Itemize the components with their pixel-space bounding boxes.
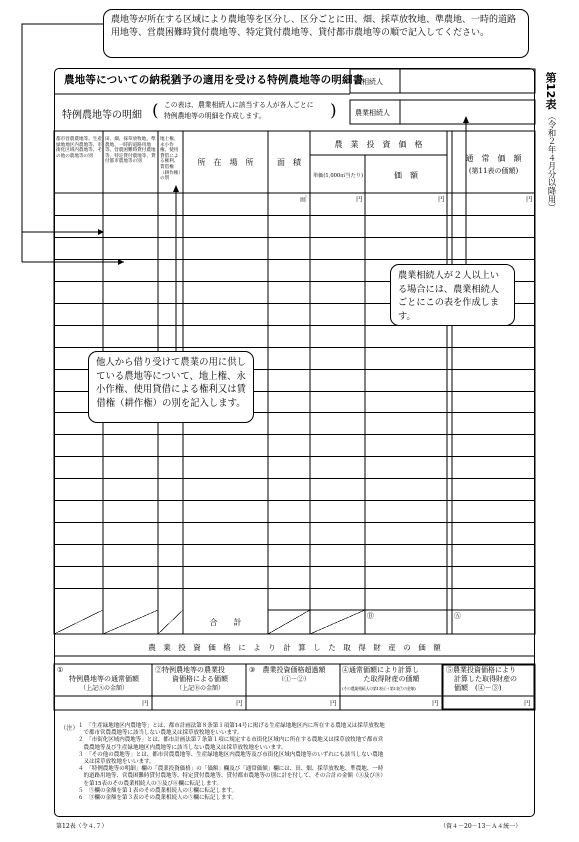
col-header-unit-price: 単価(1,000㎡当たり) xyxy=(312,173,364,179)
table-cell[interactable] xyxy=(183,412,268,434)
table-cell[interactable] xyxy=(103,544,158,566)
table-row xyxy=(54,347,535,369)
table-cell[interactable] xyxy=(365,325,447,347)
table-body xyxy=(54,193,535,610)
summary-box-5-line1: ⑤農業投資価格により xyxy=(446,666,516,674)
footer-left: 第12表（令４.７） xyxy=(56,823,108,830)
table-cell[interactable] xyxy=(103,478,158,500)
table-cell[interactable] xyxy=(268,478,310,500)
table-cell[interactable] xyxy=(54,193,103,215)
table-cell[interactable] xyxy=(365,259,447,281)
table-cell[interactable] xyxy=(183,193,268,215)
table-cell[interactable] xyxy=(268,566,310,588)
callout-right-type-instruction: 他人から借り受けて農業の用に供している農地等について、地上権、永小作権、使用貸借による権利又は賃借権（耕作権）の別を記入します。 xyxy=(88,351,254,423)
table-cell[interactable] xyxy=(310,347,365,369)
summary-box-4-line1: ④通常価額により計算し xyxy=(342,666,419,674)
table-row xyxy=(54,325,535,347)
note-line: 的道路用地等、営農困難時貸付農地等、特定貸付農地等、貸付都市農地等の別に計を付して、その合計の金額（Ⓐ及びⒷ） xyxy=(78,773,386,780)
table-cell[interactable] xyxy=(158,303,183,325)
table-cell[interactable] xyxy=(447,193,535,215)
table-cell[interactable] xyxy=(447,412,535,434)
table-cell[interactable] xyxy=(365,193,447,215)
table-cell[interactable] xyxy=(310,544,365,566)
table-cell[interactable] xyxy=(183,347,268,369)
table-cell[interactable] xyxy=(183,259,268,281)
table-cell[interactable] xyxy=(183,500,268,522)
table-cell[interactable] xyxy=(158,566,183,588)
summary-yen-3: 円 xyxy=(330,699,337,707)
col-header-district: 都市営農農地等、生産緑地地区内農地等、市街化区域内農地等、その他の農地等の別 xyxy=(56,137,102,159)
table-cell[interactable] xyxy=(365,391,447,413)
note-line: １ 「生産緑地地区内農地等」とは、都市計画法第８条第１項第14号に掲げる生産緑地地区内に所在する農地又は採草放牧地 xyxy=(78,723,385,729)
table-cell[interactable] xyxy=(310,325,365,347)
table-cell[interactable] xyxy=(54,522,103,544)
unit-area: ㎡ xyxy=(300,195,307,203)
table-cell[interactable] xyxy=(447,434,535,456)
table-cell[interactable] xyxy=(268,588,310,610)
table-cell[interactable] xyxy=(268,369,310,391)
form-title: 農地等についての納税猶予の適用を受ける特例農地等の明細書 xyxy=(64,74,364,86)
table-cell[interactable] xyxy=(103,522,158,544)
unit-yen-normal: 円 xyxy=(526,195,533,203)
table-cell[interactable] xyxy=(103,456,158,478)
table-cell[interactable] xyxy=(54,391,103,413)
col-header-location: 所 在 場 所 xyxy=(197,158,254,167)
table-cell[interactable] xyxy=(158,281,183,303)
table-cell[interactable] xyxy=(158,193,183,215)
table-cell[interactable] xyxy=(54,237,103,259)
table-cell[interactable] xyxy=(158,522,183,544)
summary-box-3-label: 農業投資価格超過額 xyxy=(262,666,326,674)
table-cell[interactable] xyxy=(447,588,535,610)
table-cell[interactable] xyxy=(183,325,268,347)
table-cell[interactable] xyxy=(183,566,268,588)
table-cell[interactable] xyxy=(183,369,268,391)
table-row xyxy=(54,588,535,610)
table-cell[interactable] xyxy=(268,281,310,303)
table-cell[interactable] xyxy=(365,434,447,456)
table-cell[interactable] xyxy=(158,456,183,478)
table-cell[interactable] xyxy=(54,456,103,478)
table-cell[interactable] xyxy=(310,303,365,325)
table-cell[interactable] xyxy=(310,369,365,391)
table-cell[interactable] xyxy=(447,500,535,522)
table-cell[interactable] xyxy=(268,434,310,456)
table-cell[interactable] xyxy=(183,303,268,325)
table-cell[interactable] xyxy=(183,522,268,544)
table-cell[interactable] xyxy=(103,259,158,281)
table-cell[interactable] xyxy=(447,281,535,303)
table-cell[interactable] xyxy=(268,522,310,544)
summary-field-2[interactable] xyxy=(153,697,245,709)
summary-field-4[interactable] xyxy=(341,697,441,709)
table-cell[interactable] xyxy=(268,303,310,325)
summary-box-1-sub: （上記Ⓐの金額） xyxy=(79,685,128,692)
table-cell[interactable] xyxy=(268,544,310,566)
table-cell[interactable] xyxy=(54,566,103,588)
table-cell[interactable] xyxy=(365,500,447,522)
table-cell[interactable] xyxy=(365,303,447,325)
col-header-normal-value: 通 常 価 額 xyxy=(465,154,522,163)
col-header-land-type: 田、畑、採草放牧地、準農地、一時的道路用地等、営農困難時貸付農地等、特定貸付農地等、貸付都市農地等の別 xyxy=(105,137,156,165)
note-line: ５ ⑤欄の金額を第１表のその農業相続人の①欄に転記します。 xyxy=(78,787,238,794)
table-row xyxy=(54,237,535,259)
heir-name-field[interactable] xyxy=(401,70,534,92)
table-cell[interactable] xyxy=(268,325,310,347)
table-cell[interactable] xyxy=(365,566,447,588)
summary-box-1-num: ① xyxy=(57,666,64,674)
table-row xyxy=(54,566,535,588)
table-row xyxy=(54,478,535,500)
table-cell[interactable] xyxy=(310,391,365,413)
table-cell[interactable] xyxy=(158,412,183,434)
table-row xyxy=(54,281,535,303)
table-row xyxy=(54,522,535,544)
table-cell[interactable] xyxy=(310,566,365,588)
table-cell[interactable] xyxy=(183,478,268,500)
table-row xyxy=(54,544,535,566)
side-form-period: （令和２年４月分以降用） xyxy=(547,112,557,212)
marker-a: Ⓐ xyxy=(454,612,461,620)
table-cell[interactable] xyxy=(310,478,365,500)
table-cell[interactable] xyxy=(365,544,447,566)
table-cell[interactable] xyxy=(268,500,310,522)
table-row xyxy=(54,500,535,522)
table-cell[interactable] xyxy=(268,391,310,413)
table-cell[interactable] xyxy=(54,259,103,281)
table-cell[interactable] xyxy=(268,215,310,237)
summary-box-4-line2: た取得財産の価額 xyxy=(363,675,420,683)
notes-head: （注） xyxy=(60,725,79,732)
footer-right: （資４－20－13－Ａ４統一） xyxy=(440,823,522,830)
table-cell[interactable] xyxy=(103,193,158,215)
table-cell[interactable] xyxy=(103,588,158,610)
table-cell[interactable] xyxy=(365,347,447,369)
note-line: で都市営農農地等に該当しない農地又は採草放牧地をいいます。 xyxy=(78,730,243,737)
table-cell[interactable] xyxy=(447,347,535,369)
table-cell[interactable] xyxy=(365,369,447,391)
table-cell[interactable] xyxy=(54,215,103,237)
table-cell[interactable] xyxy=(310,522,365,544)
note-line: ６ ③欄の金額を第３表のその農業相続人の⑤欄に転記します。 xyxy=(78,795,238,802)
summary-field-5[interactable] xyxy=(443,697,534,709)
summary-box-1 xyxy=(57,666,151,693)
summary-box-3 xyxy=(249,666,339,684)
table-cell[interactable] xyxy=(103,412,158,434)
table-cell[interactable] xyxy=(103,347,158,369)
table-row xyxy=(54,259,535,281)
note-line: を第15表のその農業相続人の⑤及び⑥欄に転記します。 xyxy=(78,780,223,787)
note-line: ２ 「市街化区域内農地等」とは、都市計画法第７条第１項に規定する市街化区域内に所在する農地又は採草放牧地で都市営 xyxy=(78,737,384,744)
side-form-number: 第12表 xyxy=(544,72,557,110)
note-line: 又は採草放牧地をいいます。 xyxy=(78,759,155,766)
table-cell[interactable] xyxy=(447,522,535,544)
table-cell[interactable] xyxy=(365,478,447,500)
col-header-value: 価 額 xyxy=(394,171,418,180)
table-cell[interactable] xyxy=(54,325,103,347)
unit-yen-unit-price: 円 xyxy=(356,195,363,203)
table-cell[interactable] xyxy=(54,434,103,456)
table-cell[interactable] xyxy=(54,412,103,434)
table-cell[interactable] xyxy=(183,588,268,610)
table-cell[interactable] xyxy=(310,412,365,434)
table-cell[interactable] xyxy=(447,391,535,413)
table-cell[interactable] xyxy=(183,456,268,478)
summary-box-2-line1: ②特例農地等の農業投 xyxy=(155,666,225,674)
summary-box-2-line3: （上記Ⓑの金額） xyxy=(175,685,224,692)
table-row xyxy=(54,434,535,456)
marker-b: Ⓑ xyxy=(367,612,374,620)
table-row xyxy=(54,303,535,325)
summary-box-3-sub: （①－②） xyxy=(277,675,311,683)
table-cell[interactable] xyxy=(158,325,183,347)
note-line: ４ 「特例農地等の明細」欄の「農業投資価格」の「価額」欄及び「通常価額」欄には、田、畑、採草放牧地、準農地、一時 xyxy=(78,766,384,773)
table-cell[interactable] xyxy=(158,259,183,281)
table-cell[interactable] xyxy=(103,391,158,413)
summary-box-5-line3: 価額 (④－③) xyxy=(454,684,502,692)
notes-list xyxy=(78,723,386,802)
summary-box-4-line3: (その農業相続人の第1表⑥＋第1表⑦の金額) xyxy=(342,686,416,691)
subtitle-paren-close: ) xyxy=(330,101,337,121)
summary-box-2-line2: 資価格による価額 xyxy=(172,675,228,683)
table-cell[interactable] xyxy=(310,281,365,303)
table-cell[interactable] xyxy=(268,347,310,369)
table-cell[interactable] xyxy=(158,391,183,413)
subtitle-note-1: この表は、農業相続人に該当する人が各人ごとに xyxy=(164,101,314,109)
table-cell[interactable] xyxy=(365,456,447,478)
table-cell[interactable] xyxy=(54,478,103,500)
table-cell[interactable] xyxy=(103,237,158,259)
table-cell[interactable] xyxy=(103,215,158,237)
table-cell[interactable] xyxy=(183,544,268,566)
table-cell[interactable] xyxy=(183,237,268,259)
table-cell[interactable] xyxy=(310,434,365,456)
summary-yen-1: 円 xyxy=(142,699,149,707)
table-cell[interactable] xyxy=(158,500,183,522)
table-cell[interactable] xyxy=(183,281,268,303)
table-cell[interactable] xyxy=(54,347,103,369)
col-header-area: 面 積 xyxy=(277,158,301,167)
subtitle-note-2: 特例農地等の明細を作成します。 xyxy=(164,112,266,120)
table-cell[interactable] xyxy=(268,259,310,281)
table-cell[interactable] xyxy=(447,478,535,500)
table-cell[interactable] xyxy=(158,434,183,456)
table-cell[interactable] xyxy=(103,566,158,588)
table-cell[interactable] xyxy=(183,391,268,413)
table-cell[interactable] xyxy=(447,544,535,566)
table-cell[interactable] xyxy=(310,237,365,259)
table-row xyxy=(54,215,535,237)
table-cell[interactable] xyxy=(54,544,103,566)
table-cell[interactable] xyxy=(268,456,310,478)
table-cell[interactable] xyxy=(447,303,535,325)
col-header-normal-value-note: (第11表の価額) xyxy=(468,167,519,175)
table-cell[interactable] xyxy=(310,259,365,281)
table-cell[interactable] xyxy=(54,303,103,325)
callout-district-instruction: 農地等が所在する区域により農地等を区分し、区分ごとに田、畑、採草放牧地、準農地、一時的道路用地等、営農困難時貸付農地等、特定貸付農地等、貸付都市農地等の順で記入してください。 xyxy=(103,9,529,58)
table-cell[interactable] xyxy=(447,237,535,259)
table-row xyxy=(54,391,535,413)
summary-box-2 xyxy=(155,666,245,693)
table-cell[interactable] xyxy=(447,369,535,391)
total-label: 合 計 xyxy=(209,618,242,627)
note-line: 農農地等及び生産緑地地区内農地等に該当しない農地又は採草放牧地をいいます。 xyxy=(78,744,287,751)
table-cell[interactable] xyxy=(365,522,447,544)
table-cell[interactable] xyxy=(447,215,535,237)
callout-multiple-heirs: 農業相続人が２人以上いる場合には、農業相続人ごとにこの表を作成します。 xyxy=(390,264,515,326)
table-cell[interactable] xyxy=(365,588,447,610)
table-cell[interactable] xyxy=(183,434,268,456)
table-cell[interactable] xyxy=(447,259,535,281)
summary-box-5 xyxy=(446,666,534,693)
table-cell[interactable] xyxy=(158,369,183,391)
table-cell[interactable] xyxy=(158,347,183,369)
table-cell[interactable] xyxy=(310,456,365,478)
table-cell[interactable] xyxy=(268,193,310,215)
table-cell[interactable] xyxy=(54,369,103,391)
table-cell[interactable] xyxy=(158,588,183,610)
section-heading: 農 業 投 資 価 格 に よ り 計 算 し た 取 得 財 産 の 価 額 xyxy=(148,643,441,652)
table-row xyxy=(54,193,535,215)
table-cell[interactable] xyxy=(447,325,535,347)
table-cell[interactable] xyxy=(310,215,365,237)
table-cell[interactable] xyxy=(158,237,183,259)
summary-box-4 xyxy=(342,666,441,693)
table-cell[interactable] xyxy=(158,544,183,566)
table-cell[interactable] xyxy=(365,237,447,259)
table-cell[interactable] xyxy=(183,215,268,237)
table-row xyxy=(54,412,535,434)
table-cell[interactable] xyxy=(103,303,158,325)
summary-box-1-label: 特例農地等の通常価額 xyxy=(69,675,139,683)
table-cell[interactable] xyxy=(158,478,183,500)
table-cell[interactable] xyxy=(268,237,310,259)
table-cell[interactable] xyxy=(103,369,158,391)
subtitle-paren-open: ( xyxy=(152,101,159,121)
unit-yen-value: 円 xyxy=(438,195,445,203)
table-cell[interactable] xyxy=(54,588,103,610)
summary-field-1[interactable] xyxy=(55,697,151,709)
table-cell[interactable] xyxy=(447,456,535,478)
summary-yen-2: 円 xyxy=(236,699,243,707)
table-cell[interactable] xyxy=(365,215,447,237)
table-row xyxy=(54,369,535,391)
summary-field-3[interactable] xyxy=(247,697,339,709)
table-cell[interactable] xyxy=(103,434,158,456)
table-cell[interactable] xyxy=(447,566,535,588)
table-cell[interactable] xyxy=(54,500,103,522)
table-cell[interactable] xyxy=(310,193,365,215)
table-cell[interactable] xyxy=(103,325,158,347)
table-cell[interactable] xyxy=(54,281,103,303)
summary-yen-5: 円 xyxy=(524,699,531,707)
heir-label: 被相続人 xyxy=(355,78,383,86)
summary-yen-4: 円 xyxy=(432,699,439,707)
table-cell[interactable] xyxy=(103,500,158,522)
farmer-heir-name-field[interactable] xyxy=(401,101,534,123)
table-cell[interactable] xyxy=(310,588,365,610)
summary-box-3-num: ③ xyxy=(249,666,256,674)
col-header-right-type: 地上権、永小作権、使用貸借による権利、賃借権（耕作権）の別 xyxy=(160,137,181,182)
table-cell[interactable] xyxy=(268,412,310,434)
subtitle: 特例農地等の明細 xyxy=(62,110,142,121)
table-row xyxy=(54,456,535,478)
table-cell[interactable] xyxy=(310,500,365,522)
col-header-investment-price: 農 業 投 資 価 格 xyxy=(334,140,423,149)
table-cell[interactable] xyxy=(365,281,447,303)
table-cell[interactable] xyxy=(158,215,183,237)
farmer-heir-label: 農業相続人 xyxy=(355,109,390,117)
summary-box-5-line2: 計算した取得財産の xyxy=(454,675,517,683)
table-cell[interactable] xyxy=(103,281,158,303)
note-line: ３ 「その他の農地等」とは、都市営農農地等、生産緑地地区内農地等及び市街化区域内農地等のいずれにも該当しない農地 xyxy=(78,751,384,758)
table-cell[interactable] xyxy=(365,412,447,434)
